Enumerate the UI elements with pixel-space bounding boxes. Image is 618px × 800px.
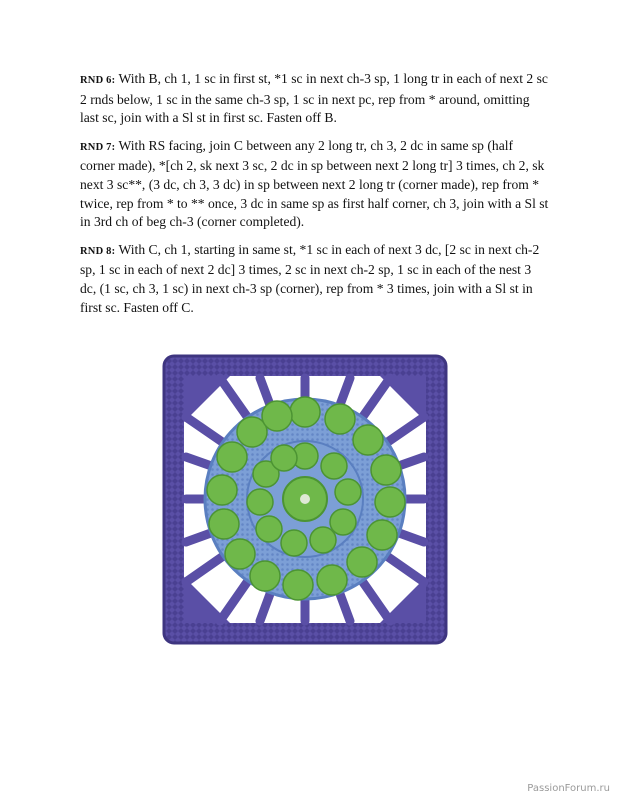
- crochet-granny-square-photo: [160, 352, 450, 647]
- center-hole: [300, 494, 310, 504]
- round-label: RND 7:: [80, 141, 116, 153]
- instruction-rnd-8: [80, 241, 550, 317]
- instruction-rnd-7: [80, 137, 550, 232]
- pattern-instructions: [80, 70, 550, 326]
- round-text: With C, ch 1, starting in same st, *1 sc in each of next 3 dc, [2 sc in next ch-2 sp, 1 sc in each of next 2 dc] 3 times, 2 sc in next ch-2 sp, 1 sc in each of the nest 3 dc, (1 sc, ch 3, 1 sc) in next ch-3 sp (corner), rep from * 3 times, join with a Sl st in first sc. Fasten off C.: [80, 241, 540, 315]
- watermark: PassionForum.ru: [527, 783, 610, 794]
- round-label: RND 6:: [80, 75, 116, 86]
- round-text: With B, ch 1, 1 sc in first st, *1 sc in next ch-3 sp, 1 long tr in each of next 2 sc 2 rnds below, 1 sc in the same ch-3 sp, 1 sc in next pc, rep from * around, omitting last sc, join with a Sl st in first sc. Fasten off B.: [80, 71, 548, 126]
- round-text: With RS facing, join C between any 2 long tr, ch 3, 2 dc in same sp (half corner made), *[ch 2, sk next 3 sc, 2 dc in sp between next 2 long tr] 3 times, ch 2, sk next 3 sc**, (3 dc, ch 3, 3 dc) in sp between next 2 long tr (corner made), rep from * twice, rep from * to ** once, 3 dc in same sp as first half corner, ch 3, join with a Sl st in 3rd ch of beg ch-3 (corner completed).: [80, 137, 549, 230]
- instruction-rnd-6: [80, 70, 550, 128]
- round-label: RND 8:: [80, 245, 116, 257]
